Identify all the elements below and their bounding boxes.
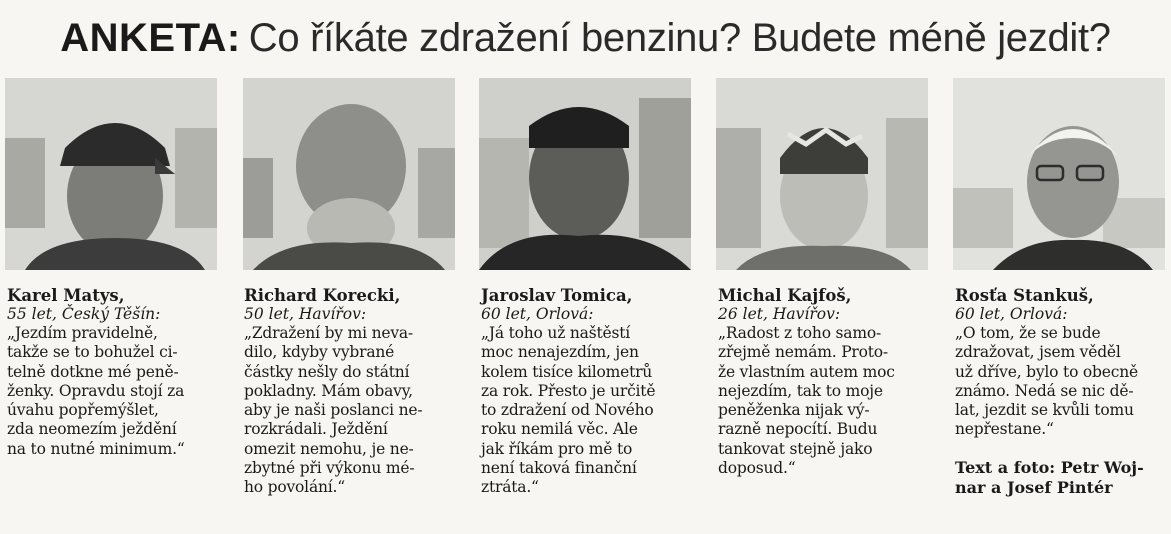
portrait-photo-michal-kajfos (716, 78, 928, 270)
headline-question: Co říkáte zdražení benzinu? Budete méně jezdit? (248, 16, 1111, 60)
respondent-quote: „Zdražení by mi neva- dilo, kdyby vybrané částky nešly do státní pokladny. Mám obavy, aby je naši poslanci ne- rozkrádali. Ježdění omezit nemohu, je ne- zbytné při výkonu mé- ho povolání.“ (244, 324, 423, 497)
portrait-photo-richard-korecki (243, 78, 455, 270)
respondent-age-city: 26 let, Havířov: (718, 305, 841, 323)
respondent-name: Richard Korecki, (244, 286, 401, 305)
respondent-name: Michal Kajfoš, (718, 286, 852, 305)
respondent-age-city: 55 let, Český Těšín: (7, 305, 161, 323)
respondent-quote: „Já toho už naštěstí moc nenajezdím, jen kolem tisíce kilometrů za rok. Přesto je určitě to zdražení od Nového roku nemilá věc. Ale jak říkám pro mě to není taková finanční ztráta.“ (481, 324, 656, 497)
respondent-card (244, 286, 422, 498)
respondent-quote: „Radost z toho samo- zřejmě nemám. Proto- že vlastním autem moc nejezdím, tak to moje peněženka nijak vý- razně nepocítí. Budu tankovat stejně jako doposud.“ (718, 324, 895, 478)
respondent-card (481, 286, 655, 498)
respondent-age-city: 60 let, Orlová: (481, 305, 594, 323)
respondent-name: Rosťa Stankuš, (955, 286, 1094, 305)
portrait-photo-karel-matys (5, 78, 217, 270)
headline (0, 14, 1171, 62)
portrait-photo-rosta-stankus (953, 78, 1165, 270)
respondent-card (7, 286, 185, 459)
respondent-name: Karel Matys, (7, 286, 125, 305)
respondent-age-city: 60 let, Orlová: (955, 305, 1068, 323)
respondent-age-city: 50 let, Havířov: (244, 305, 367, 323)
respondent-quote: „Jezdím pravidelně, takže se to bohužel ci- telně dotkne mé peně- ženky. Opravdu stojí za úvahu popřemýšlet, zda neomezím ježdění na to nutné minimum.“ (7, 324, 185, 458)
headline-kicker: ANKETA: (60, 16, 241, 60)
respondent-name: Jaroslav Tomica, (481, 286, 633, 305)
portrait-photo-jaroslav-tomica (479, 78, 691, 270)
photo-credit: Text a foto: Petr Woj- nar a Josef Pintér (955, 457, 1144, 497)
respondent-quote: „O tom, že se bude zdražovat, jsem věděl už dříve, bylo to obecně známo. Nedá se nic dě- lat, jezdit se kvůli tomu nepřestane.“ (955, 324, 1138, 439)
respondent-card (718, 286, 895, 478)
respondent-card (955, 286, 1144, 498)
